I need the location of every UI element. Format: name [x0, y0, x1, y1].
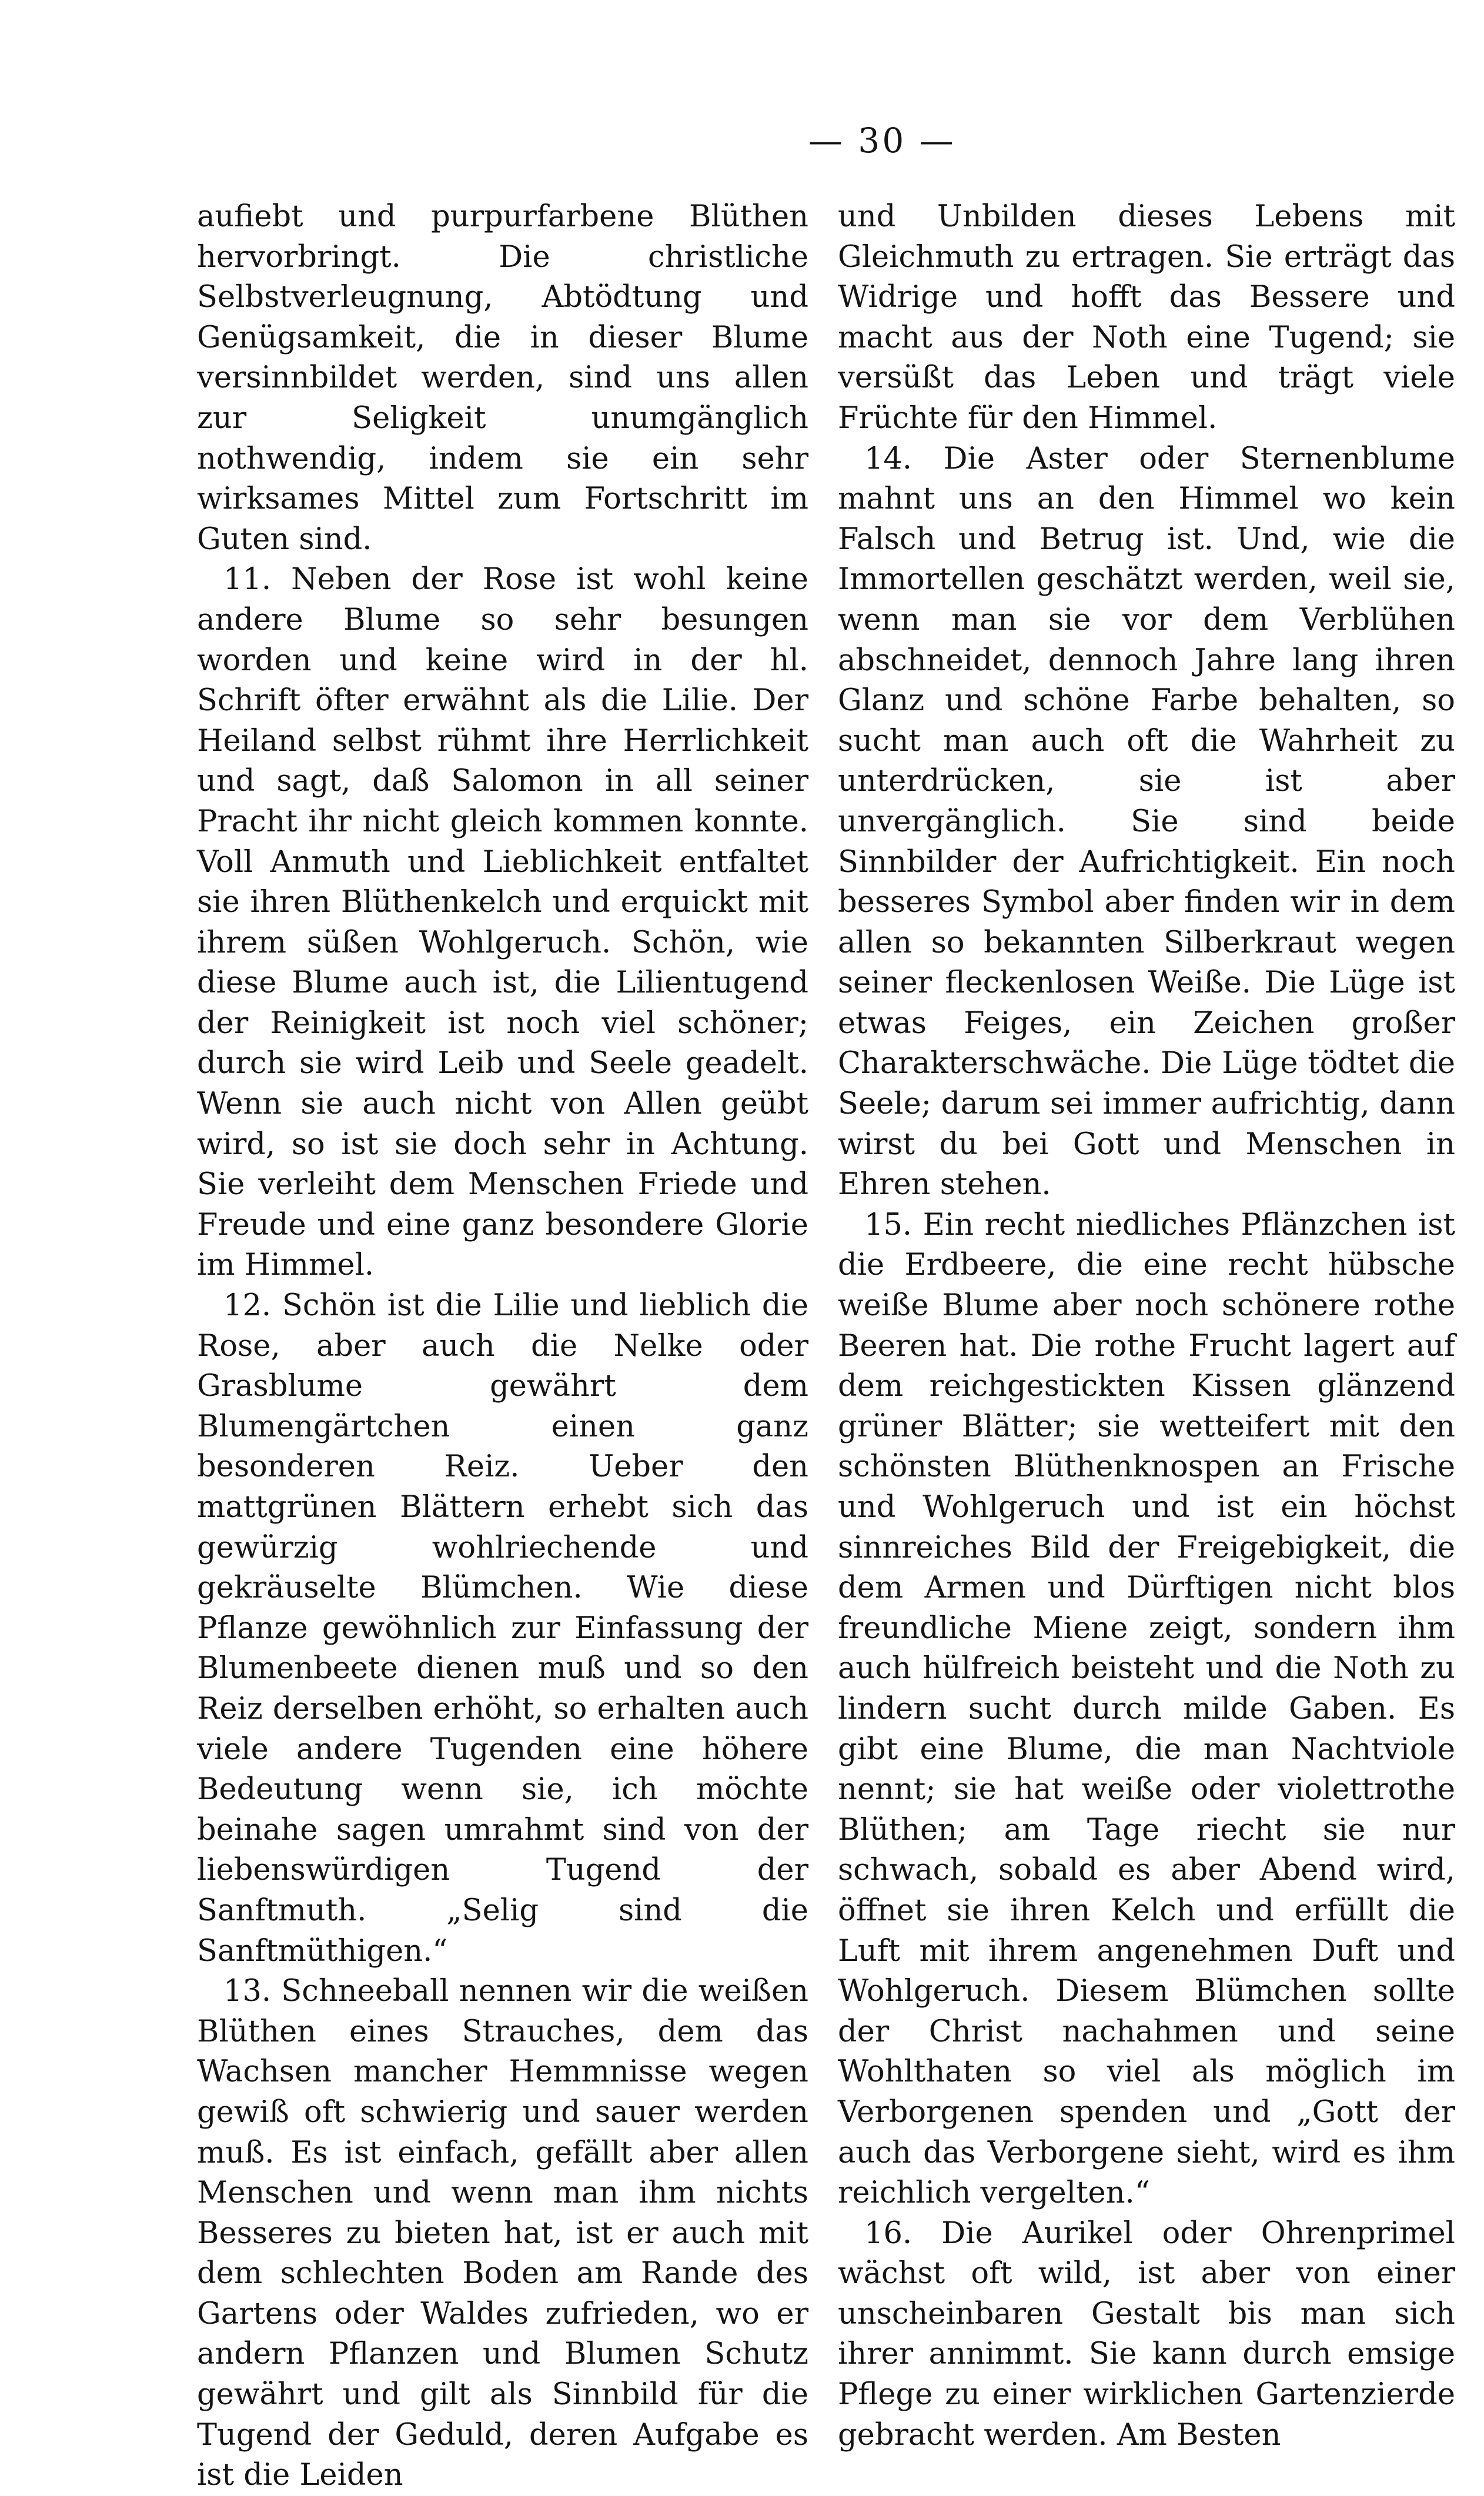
paragraph-11-lilie: 11. Neben der Rose ist wohl keine andere Blume so sehr besungen worden und keine wird in der hl. Schrift öfter erwähnt als die Lilie. Der Heiland selbst rühmt ihre Herrlichkeit und sagt, daß Salomon in all seiner Pracht ihr nicht gleich kommen konnte. Voll Anmuth und Lieblichkeit entfaltet sie ihren Blüthenkelch und erquickt mit ihrem süßen Wohlgeruch. Schön, wie diese Blume auch ist, die Lilientugend der Reinigkeit ist noch viel schöner; durch sie wird Leib und Seele geadelt. Wenn sie auch nicht von Allen geübt wird, so ist sie doch sehr in Achtung. Sie verleiht dem Menschen Friede und Freude und eine ganz besondere Glorie im Himmel. — [197, 562, 808, 1283]
paragraph-13-continuation: und Unbilden dieses Lebens mit Gleichmuth zu ertragen. Sie erträgt das Widrige und hofft das Bessere und macht aus der Noth eine Tugend; sie versüßt das Leben und trägt viele Früchte für den Himmel. — [838, 199, 1455, 436]
paragraph-16-aurikel: 16. Die Aurikel oder Ohrenprimel wächst oft wild, ist aber von einer unscheinbaren Gestalt bis man sich ihrer annimmt. Sie kann durch emsige Pflege zu einer wirklichen Gartenzierde gebracht werden. Am Besten — [838, 2216, 1455, 2452]
paragraph-14-aster: 14. Die Aster oder Sternenblume mahnt uns an den Himmel wo kein Falsch und Betrug ist. Und, wie die Immortellen geschätzt werden, weil sie, wenn man sie vor dem Verblühen abschneidet, dennoch Jahre lang ihren Glanz und schöne Farbe behalten, so sucht man auch oft die Wahrheit zu unterdrücken, sie ist aber unvergänglich. Sie sind beide Sinnbilder der Aufrichtigkeit. Ein noch besseres Symbol aber finden wir in dem allen so bekannten Silberkraut wegen seiner fleckenlosen Weiße. Die Lüge ist etwas Feiges, ein Zeichen großer Charakterschwäche. Die Lüge tödtet die Seele; darum sei immer aufrichtig, dann wirst du bei Gott und Menschen in Ehren stehen. — [838, 441, 1455, 1202]
paragraph-12-nelke: 12. Schön ist die Lilie und lieblich die Rose, aber auch die Nelke oder Grasblume gewährt dem Blumengärtchen einen ganz besonderen Reiz. Ueber den mattgrünen Blättern erhebt sich das gewürzig wohlriechende und gekräuselte Blümchen. Wie diese Pflanze gewöhnlich zur Einfassung der Blumenbeete dienen muß und so den Reiz derselben erhöht, so erhalten auch viele andere Tugenden eine höhere Bedeutung wenn sie, ich möchte beinahe sagen umrahmt sind von der liebenswürdigen Tugend der Sanftmuth. „Selig sind die Sanftmüthigen.“ — [197, 1288, 808, 1969]
paragraph-13-schneeball: 13. Schneeball nennen wir die weißen Blüthen eines Strauches, dem das Wachsen mancher Hemmnisse wegen gewiß oft schwierig und sauer werden muß. Es ist einfach, gefällt aber allen Menschen und wenn man ihm nichts Besseres zu bieten hat, ist er auch mit dem schlechten Boden am Rande des Gartens oder Waldes zufrieden, wo er andern Pflanzen und Blumen Schutz gewährt und gilt als Sinnbild für die Tugend der Geduld, deren Aufgabe es ist die Leiden — [197, 1974, 808, 2493]
right-column — [838, 197, 1455, 2455]
page-number: — 30 — — [808, 121, 956, 161]
left-column — [197, 197, 808, 2496]
paragraph-15-erdbeere: 15. Ein recht niedliches Pflänzchen ist die Erdbeere, die eine recht hübsche weiße Blume aber noch schönere rothe Beeren hat. Die rothe Frucht lagert auf dem reichgestickten Kissen glänzend grüner Blätter; sie wetteifert mit den schönsten Blüthenknospen an Frische und Wohlgeruch und ist ein höchst sinnreiches Bild der Freigebigkeit, die dem Armen und Dürftigen nicht blos freundliche Miene zeigt, sondern ihm auch hülfreich beisteht und die Noth zu lindern sucht durch milde Gaben. Es gibt eine Blume, die man Nachtviole nennt; sie hat weiße oder violettrothe Blüthen; am Tage riecht sie nur schwach, sobald es aber Abend wird, öffnet sie ihren Kelch und erfüllt die Luft mit ihrem angenehmen Duft und Wohlgeruch. Diesem Blümchen sollte der Christ nachahmen und seine Wohlthaten so viel als möglich im Verborgenen spenden und „Gott der auch das Verborgene sieht, wird es ihm reichlich vergelten.“ — [838, 1207, 1455, 2211]
paragraph-continuation: aufiebt und purpurfarbene Blüthen hervorbringt. Die christliche Selbstverleugnung, Abtödtung und Genügsamkeit, die in dieser Blume versinnbildet werden, sind uns allen zur Seligkeit unumgänglich nothwendig, indem sie ein sehr wirksames Mittel zum Fortschritt im Guten sind. — [197, 199, 808, 557]
